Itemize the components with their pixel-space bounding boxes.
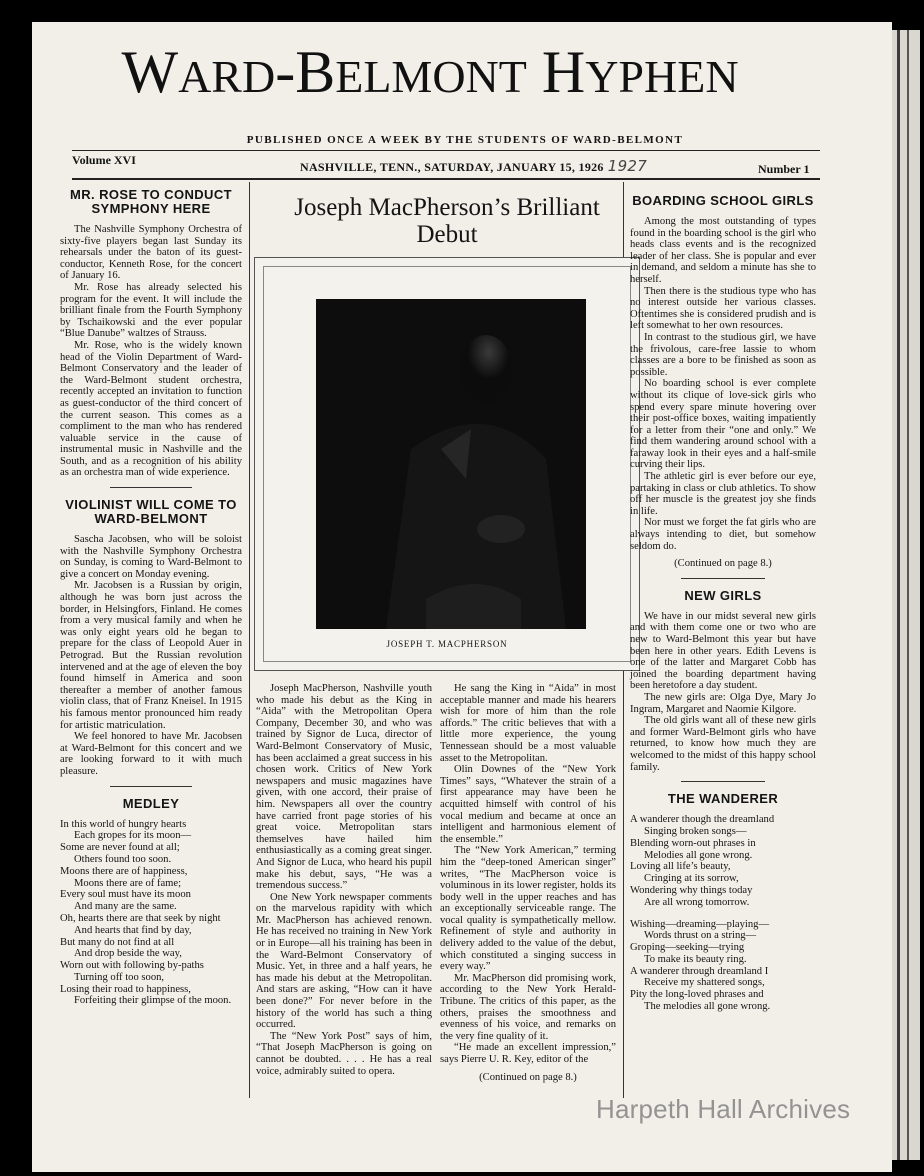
poem-line: Moons there are of fame; <box>74 877 182 889</box>
watermark: Harpeth Hall Archives <box>596 1094 851 1124</box>
poem-line: And many are the same. <box>74 901 177 913</box>
poem-line: To make its beauty ring. <box>644 953 747 965</box>
masthead-title <box>40 39 820 107</box>
feature-continued: (Continued on page 8.) <box>479 1071 577 1083</box>
volume-label: Volume XVI <box>72 153 136 167</box>
rose-headline: MR. ROSE TO CONDUCT SYMPHONY HERE <box>70 187 232 216</box>
newgirls-headline: NEW GIRLS <box>684 587 762 603</box>
poem-line: Blending worn-out phrases in <box>630 837 756 849</box>
poem-line: Turning off too soon, <box>74 971 165 983</box>
masthead-h: H <box>541 39 586 105</box>
poem-line: Words thrust on a string— <box>644 930 757 942</box>
tagline: PUBLISHED ONCE A WEEK BY THE STUDENTS OF WARD-BELMONT <box>246 134 684 146</box>
masthead-yphen: YPHEN <box>585 51 739 102</box>
portrait-photo <box>316 299 586 629</box>
boarding-paragraph-4: No boarding school is ever complete without its clique of love-sick girls who spend every spare minute hovering over their post-office boxes, waiting impatiently for a letter from their “one and only.” We find them wandering around school with a faraway look in their eyes and a half-smile curving their lips. <box>630 378 816 471</box>
poem-line: But many do not find at all <box>60 936 175 948</box>
masthead-rule-bottom <box>72 178 820 180</box>
poem-line: Some are never found at all; <box>60 842 180 854</box>
poem-line: Groping—seeking—trying <box>630 942 745 954</box>
masthead-elmont: ELMONT <box>335 51 527 102</box>
poem-line: Worn out with following by-paths <box>60 960 204 972</box>
poem-line: A wanderer through dreamland I <box>630 965 769 977</box>
left-column <box>60 188 242 1007</box>
masthead-b: B <box>295 39 336 105</box>
newgirls-paragraph-1: We have in our midst several new girls and with them come one or two who are new to Ward-Belmont this year but have been here in other years. Edith Levens is one of the latter and Margaret Cobb has joined the boarding department having been heretofore a day student. <box>630 610 816 692</box>
poem-line: Each gropes for its moon— <box>74 830 192 842</box>
rose-paragraph-2: Mr. Rose has already selected his program for the event. It will include the brilliant finale from the Fourth Symphony by Tschaikowski and the ever popular “Blue Danube” waltzes of Strauss. <box>60 281 242 340</box>
poem-line: Oh, hearts there are that seek by night <box>60 912 221 924</box>
dateline <box>300 157 647 175</box>
feature-left-paragraph-3: The “New York Post” says of him, “That Joseph MacPherson is going on cannot be doubted. . . . He has a real voice, admirably suited to opera. <box>256 1030 432 1077</box>
right-column <box>630 194 816 1013</box>
poem-line: Receive my shattered songs, <box>644 977 765 989</box>
wanderer-stanza-1 <box>630 814 816 908</box>
feature-right-paragraph-3: The “New York American,” terming him the “deep-toned American singer” writes, “The MacPherson voice is voluminous in its lower register, holds its body well in the upper reaches and has an exceptionally serviceable range. The vocal quality is sympathetically mellow. Refinement of style and authority in delivery added to the value of the debut, which constituted a singing success in every way.” <box>440 845 616 973</box>
poem-line: Are all wrong tomorrow. <box>644 896 750 908</box>
masthead-dash: - <box>275 39 296 105</box>
poem-line: In this world of hungry hearts <box>60 818 187 830</box>
poem-line: Wishing—dreaming—playing— <box>630 918 770 930</box>
poem-line: And drop beside the way, <box>74 948 182 960</box>
medley-headline: MEDLEY <box>122 795 180 811</box>
poem-line: Moons there are of happiness, <box>60 865 188 877</box>
handwritten-year: 1927 <box>607 157 648 175</box>
photo-frame <box>254 257 640 671</box>
rose-paragraph-1: The Nashville Symphony Orchestra of sixty-five players began last Sunday its rehearsals under the baton of its guest-conductor, Kenneth Rose, for the concert of January 16. <box>60 224 242 282</box>
separator <box>110 487 192 488</box>
violinist-paragraph-2: Mr. Jacobsen is a Russian by origin, although he was born just across the border, in Helsingfors, Finland. He comes from a very musical family and when he was only eight years old he began to prepare for the class of Leopold Auer in Petrograd. But the Russian revolution intervened and at the age of eleven the boy found himself in America and soon thereafter a member of another famous violin class, that of Franz Kneisel. In 1915 his famous mentor pronounced him ready for artistic matriculation. <box>60 580 242 731</box>
separator <box>110 786 192 787</box>
photo-caption: JOSEPH T. MACPHERSON <box>386 639 508 649</box>
number-label: Number 1 <box>758 162 810 176</box>
wanderer-stanza-2 <box>630 919 816 1013</box>
violinist-headline: VIOLINIST WILL COME TO WARD-BELMONT <box>65 497 237 527</box>
boarding-paragraph-3: In contrast to the studious girl, we have the frivolous, care-free lassie to whom classes are a bore to be finished as soon as possible. <box>630 331 816 378</box>
page-edge-line <box>897 30 900 1160</box>
feature-title: Joseph MacPherson’s Brilliant Debut <box>294 194 600 248</box>
poem-line: A wanderer though the dreamland <box>630 814 775 826</box>
feature-right-paragraph-2: Olin Downes of the “New York Times” says, “Whatever the strain of a first appearance may have been he acquitted himself with control of his vocal medium and became at once an intelligent and harmonious element of the ensemble.” <box>440 764 616 845</box>
poem-line: Melodies all gone wrong. <box>644 849 753 861</box>
separator <box>681 578 765 579</box>
violinist-paragraph-1: Sascha Jacobsen, who will be soloist with the Nashville Symphony Orchestra on Sunday, is coming to Ward-Belmont to give a concert on Monday evening. <box>60 534 242 580</box>
wanderer-headline: THE WANDERER <box>667 791 779 807</box>
page-edge-line-2 <box>907 30 909 1160</box>
feature-left-paragraph-1: Joseph MacPherson, Nashville youth who made his debut as the King in “Aida” with the Metropolitan Opera Company, December 30, and who was trained by Signor de Luca, director of Ward-Belmont Conservatory of Music, has been acclaimed a great success in his chosen work. Critics of New York newspapers and music magazines have given, with one accord, their praise of him. Newspapers all over the country have carried front page stories of his great voice. Metropolitan stars themselves have hailed him enthusiastically as a coming great singer. And Signor de Luca, who heard his pupil make his debut, says, “He was a tremendous success.” <box>256 683 432 892</box>
poem-line: Loving all life’s beauty, <box>630 861 731 873</box>
poem-line: Every soul must have its moon <box>60 889 191 901</box>
separator <box>681 781 765 782</box>
violinist-paragraph-3: We feel honored to have Mr. Jacobsen at Ward-Belmont for this concert and we are looking forward to it with much pleasure. <box>60 731 242 777</box>
feature-right-column <box>440 683 616 1083</box>
poem-line: Others found too soon. <box>74 853 172 865</box>
dateline-text: NASHVILLE, TENN., SATURDAY, JANUARY 15, 1926 <box>300 160 604 174</box>
newgirls-paragraph-3: The old girls want all of these new girls and former Ward-Belmont girls who have returned, to know how much they are welcomed to the midst of this happy school family. <box>630 715 816 773</box>
poem-line: And hearts that find by day, <box>74 924 192 936</box>
feature-left-column <box>256 683 432 1077</box>
poem-line: Singing broken songs— <box>644 825 747 837</box>
feature-right-paragraph-1: He sang the King in “Aida” in most acceptable manner and made his hearers wish for more of him than the role affords.” The critic believes that with a little more experience, the young Tennessean should be a most valuable asset to the Metropolitan. <box>440 683 616 764</box>
boarding-headline: BOARDING SCHOOL GIRLS <box>632 193 814 208</box>
photo-inner-border <box>263 266 631 662</box>
poem-line: Losing their road to happiness, <box>60 983 191 995</box>
feature-right-paragraph-5: “He made an excellent impression,” says Pierre U. R. Key, editor of the <box>440 1042 616 1065</box>
newgirls-paragraph-2: The new girls are: Olga Dye, Mary Jo Ingram, Margaret and Naomie Kilgore. <box>630 691 816 715</box>
boarding-continued: (Continued on page 8.) <box>674 558 772 570</box>
boarding-paragraph-6: Nor must we forget the fat girls who are always intending to diet, but somehow seldom do. <box>630 517 816 552</box>
poem-line: The melodies all gone wrong. <box>644 1001 771 1013</box>
portrait-silhouette <box>316 299 586 629</box>
masthead-rule-top <box>72 150 820 151</box>
masthead-w: W <box>121 39 179 105</box>
feature-left-paragraph-2: One New York newspaper comments on the marvelous rapidity with which Mr. MacPherson has achieved renown. He has received no training in New York or in Europe—all his training has been in the Ward-Belmont Conservatory of Music. Yet, in three and a half years, he has made his debut at the Metropolitan. And stars are asking, “How can it have been done?” For never before in the history of the world has such a thing occurred. <box>256 891 432 1031</box>
medley-poem <box>60 819 242 1008</box>
poem-line: Cringing at its sorrow, <box>644 873 739 885</box>
masthead-ard: ARD <box>178 51 276 102</box>
boarding-paragraph-1: Among the most outstanding of types found in the boarding school is the girl who heads class events and is the recognized leader of her class. She is popular and ever in demand, and seldom a minute has she to herself. <box>630 216 816 285</box>
poem-line: Wondering why things today <box>630 884 753 896</box>
poem-line: Pity the long-loved phrases and <box>630 989 764 1001</box>
feature-right-paragraph-4: Mr. MacPherson did promising work, according to the New York Herald-Tribune. The critics of this paper, as the others, praises the smoothness and evenness of his voice, and remarks on the very fine quality of it. <box>440 972 616 1042</box>
poem-line: Forfeiting their glimpse of the moon. <box>74 995 232 1007</box>
boarding-paragraph-2: Then there is the studious type who has no interest outside her various classes. Oftentimes she is considered prudish and is left somewhat to her own resources. <box>630 285 816 332</box>
column-rule-1 <box>249 182 250 1098</box>
rose-paragraph-3: Mr. Rose, who is the widely known head of the Violin Department of Ward-Belmont Conservatory and the leader of the Ward-Belmont student orchestra, recently accepted an invitation to function as guest-conductor of the third concert of the current season. This comes as a compliment to the man who has rendered valuable service in the cause of instrumental music in Nashville and the South, and as a recognition of his ability as an orchestra man of wide experience. <box>60 339 242 479</box>
boarding-paragraph-5: The athletic girl is ever before our eye, partaking in class or club athletics. To show off her muscle is the greatest joy she finds in life. <box>630 471 816 517</box>
